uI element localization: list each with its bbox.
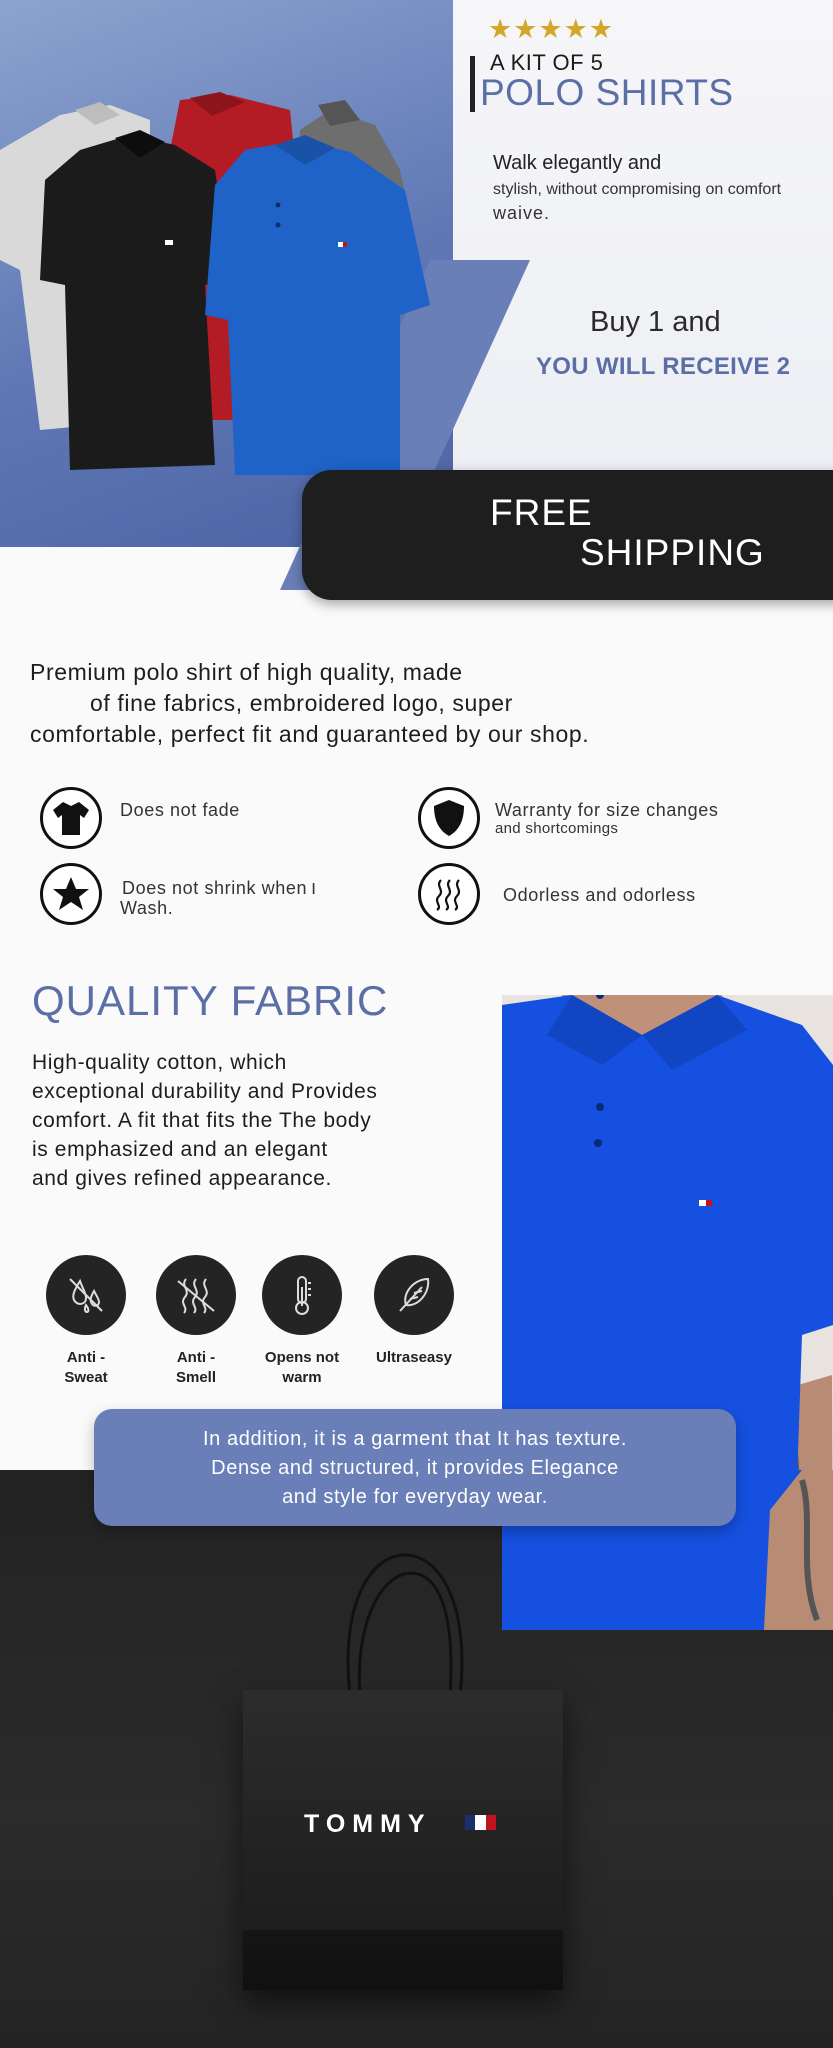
anti-sweat-label-1: Anti - [66, 1349, 106, 1366]
title-accent-bar [470, 56, 475, 112]
offer-line-1: Buy 1 and [590, 306, 721, 338]
shopping-bag [243, 1690, 563, 1990]
tagline-line-1: Walk elegantly and [493, 152, 662, 174]
star-icon [40, 863, 102, 925]
tagline-line-3: waive. [493, 203, 551, 223]
anti-sweat-label-2: Sweat [64, 1369, 108, 1386]
anti-smell-label [156, 1348, 236, 1388]
warranty-subtext: and shortcomings [495, 820, 619, 837]
kit-title: POLO SHIRTS [480, 72, 734, 113]
quality-line-4: is emphasized and an elegant [32, 1138, 328, 1161]
callout-line-1: In addition, it is a garment that It has texture. [202, 1428, 628, 1450]
hero-tagline [493, 152, 833, 224]
tagline-line-2: stylish, without compromising on comfort [493, 181, 782, 198]
warranty-text: Warranty for size changes [495, 800, 719, 820]
quality-fabric-body [32, 1048, 492, 1193]
description-line-1: Premium polo shirt of high quality, made [30, 659, 463, 685]
free-shipping-banner [302, 470, 833, 600]
brand-flag-icon [465, 1815, 496, 1830]
shrink-line-1: Does not shrink when ו [122, 878, 317, 898]
callout-line-2: Dense and structured, it provides Elegance [211, 1457, 619, 1479]
anti-sweat-label [46, 1348, 126, 1388]
opens-not-warm-label-1: Opens not [264, 1349, 340, 1366]
anti-sweat-icon [46, 1255, 126, 1335]
callout-line-3: and style for everyday wear. [282, 1486, 548, 1508]
opens-not-warm-label [252, 1348, 352, 1388]
quality-line-1: High-quality cotton, which [32, 1051, 287, 1074]
feature-warranty [495, 800, 718, 837]
opens-not-warm-label-2: warm [282, 1369, 322, 1386]
quality-fabric-title: QUALITY FABRIC [32, 977, 389, 1024]
feature-does-not-fade: Does not fade [120, 800, 240, 820]
texture-callout [94, 1409, 736, 1526]
shrink-line-2: Wash. [120, 898, 174, 918]
bag-brand-text: TOMMY [304, 1810, 432, 1838]
quality-line-2: exceptional durability and Provides [32, 1080, 378, 1103]
quality-line-5: and gives refined appearance. [32, 1167, 332, 1190]
ultraseasy-label-1: Ultraseasy [376, 1349, 452, 1366]
shield-icon [418, 787, 480, 849]
offer-line-2: YOU WILL RECEIVE 2 [536, 353, 791, 380]
rating-stars: ★★★★★ [488, 14, 615, 44]
feature-odorless: Odorless and odorless [503, 885, 696, 905]
bag-fold [243, 1930, 563, 1990]
shipping-line-2: SHIPPING [580, 532, 765, 573]
shipping-line-1: FREE [490, 492, 593, 533]
bag-handle [330, 1545, 480, 1710]
odor-waves-icon [418, 863, 480, 925]
anti-smell-label-1: Anti - [176, 1349, 216, 1366]
anti-smell-label-2: Smell [175, 1369, 217, 1386]
description-line-3: comfortable, perfect fit and guaranteed by our shop. [30, 721, 590, 747]
product-description [30, 657, 810, 750]
tshirt-icon [40, 787, 102, 849]
description-line-2: of fine fabrics, embroidered logo, super [90, 690, 513, 716]
anti-smell-icon [156, 1255, 236, 1335]
feather-icon [374, 1255, 454, 1335]
feature-does-not-shrink [120, 878, 317, 918]
quality-line-3: comfort. A fit that fits the The body [32, 1109, 372, 1132]
ultraseasy-label [364, 1348, 464, 1368]
kit-subtitle: A KIT OF 5 [490, 50, 604, 75]
thermometer-icon [262, 1255, 342, 1335]
